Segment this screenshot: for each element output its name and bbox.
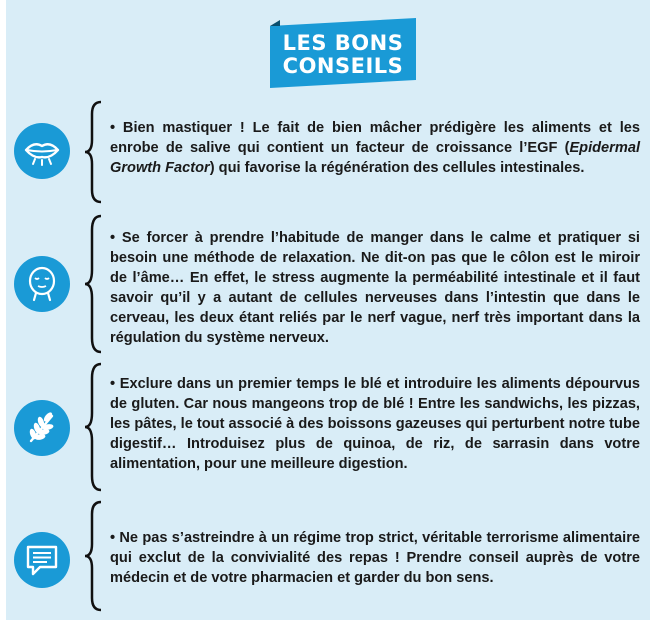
brace-icon bbox=[84, 362, 104, 492]
brace-icon bbox=[84, 500, 104, 612]
tip-text-2: • Se forcer à prendre l’habitude de manger dans le calme et pratiquer si besoin une méthode de relaxation. Ne dit-on pas que le côlon est le miroir de l’âme… En effet, le stress augmente la perméabilité intestinale et il faut savoir qu’il y a autant de cellules nerveuses dans l’intestin que dans le cerveau, les deux étant reliés par le nerf vague, nerf très important dans la régulation du système nerveux. bbox=[110, 230, 640, 346]
tip-text-3: • Exclure dans un premier temps le blé et introduire les aliments dépourvus de gluten. Car nous mangeons trop de blé ! Entre les sandwichs, les pizzas, les pâtes, le tout associé à des boissons gazeuses qui perturbent notre tube digestif… Introduisez plus de quinoa, de riz, de sarrasin dans votre alimentation, pour une meilleure digestion. bbox=[110, 376, 640, 472]
calm-face-icon bbox=[14, 256, 70, 312]
title-banner bbox=[270, 18, 416, 88]
tip-text-4: • Ne pas s’astreindre à un régime trop strict, véritable terrorisme alimentaire qui exclut de la convivialité des repas ! Prendre conseil auprès de votre médecin et de votre pharmacien et garder du bon sens. bbox=[110, 530, 640, 586]
banner-title-line1: LES BONS bbox=[282, 31, 404, 55]
wheat-icon bbox=[14, 400, 70, 456]
brace-icon bbox=[84, 214, 104, 354]
speech-bubble-icon bbox=[14, 532, 70, 588]
banner-title-line2: CONSEILS bbox=[282, 54, 404, 78]
tip-text-1: • Bien mastiquer ! Le fait de bien mâcher prédigère les aliments et les enrobe de salive qui contient un facteur de croissance l’EGF (Epidermal Growth Factor) qui favorise la régénération des cellules intestinales. bbox=[110, 120, 640, 176]
brace-icon bbox=[84, 100, 104, 204]
lips-icon bbox=[14, 123, 70, 179]
